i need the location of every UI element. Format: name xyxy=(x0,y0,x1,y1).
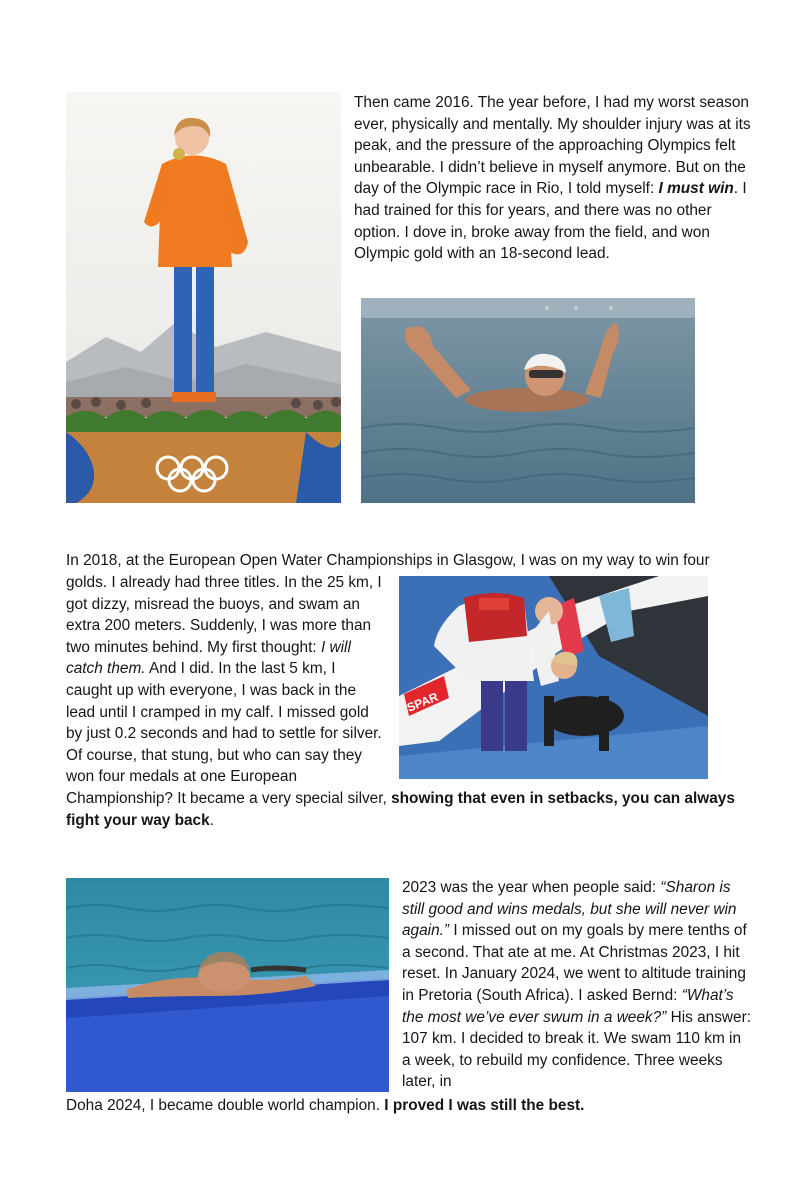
italic-sharon-quote: “Sharon is still good and wins medals, but she will never win again.” xyxy=(402,879,737,940)
text-2018-line1: In 2018, at the European Open Water Championships in Glasgow, I was on my way to win four xyxy=(66,552,710,569)
text-2016-b: . I had trained for this for years, and there was no other option. I dove in, broke away from the field, and won Olympic gold with an 18-second lead. xyxy=(354,180,747,263)
text-2018-a: golds. I already had three titles. In the 25 km, I got dizzy, misread the buoys, and swam an extra 200 meters. Suddenly, I was more than two minutes behind. My first thought: xyxy=(66,574,382,656)
text-2018-b: And I did. In the last 5 km, I caught up with everyone, I was back in the lead until I cramped in my calf. I missed gold by just 0.2 seconds and had to settle for silver. Of course, that stung, but who can say they won four medals at one European xyxy=(66,660,382,786)
text-2023-a: 2023 was the year when people said: xyxy=(402,879,661,896)
paragraph-2023-end xyxy=(66,1095,766,1117)
bold-setbacks-a: showing that even in setbacks, you can always xyxy=(391,790,735,807)
coach-helping-swimmer-photo xyxy=(399,576,708,779)
swimmer-at-finish-photo xyxy=(66,878,389,1092)
bold-setbacks-b: fight your way back xyxy=(66,811,210,829)
text-2016-a: Then came 2016. The year before, I had my worst season ever, physically and mentally. My shoulder injury was at its peak, and the pressure of the approaching Olympics felt unbearable. I didn’t believe in myself anymore. But on the day of the Olympic race in Rio, I told myself: xyxy=(354,94,751,198)
text-2018-end: . xyxy=(209,811,214,829)
emphasis-i-must-win: I must win xyxy=(658,180,734,198)
paragraph-2018-body xyxy=(66,572,384,788)
text-2018-last: Championship? It became a very special silver, xyxy=(66,790,392,807)
spar-sign: SPAR xyxy=(404,689,441,715)
text-2023-c: His answer: 107 km. I decided to break it. We swam 110 km in a week, to rebuild my confidence. Three weeks later, in xyxy=(402,1008,751,1091)
italic-bernd-question: “What’s the most we’ve ever swum in a week?” xyxy=(402,986,734,1026)
italic-i-will-catch-them: I will catch them. xyxy=(66,638,351,678)
paragraph-2016 xyxy=(354,92,752,265)
text-2023-last: Doha 2024, I became double world champion. xyxy=(66,1097,385,1114)
paragraph-2023 xyxy=(402,877,752,1093)
swimmer-celebrating-photo xyxy=(361,298,695,503)
paragraph-2018-line1 xyxy=(66,550,766,572)
olympic-podium-photo xyxy=(66,92,341,503)
bold-proved-best: I proved I was still the best. xyxy=(384,1097,585,1114)
paragraph-2018-end xyxy=(66,788,766,831)
text-2023-b: I missed out on my goals by mere tenths of a second. That ate at me. At Christmas 2023, I hit reset. In January 2024, we went to altitude training in Pretoria (South Africa). I asked Bernd: xyxy=(402,922,747,1004)
